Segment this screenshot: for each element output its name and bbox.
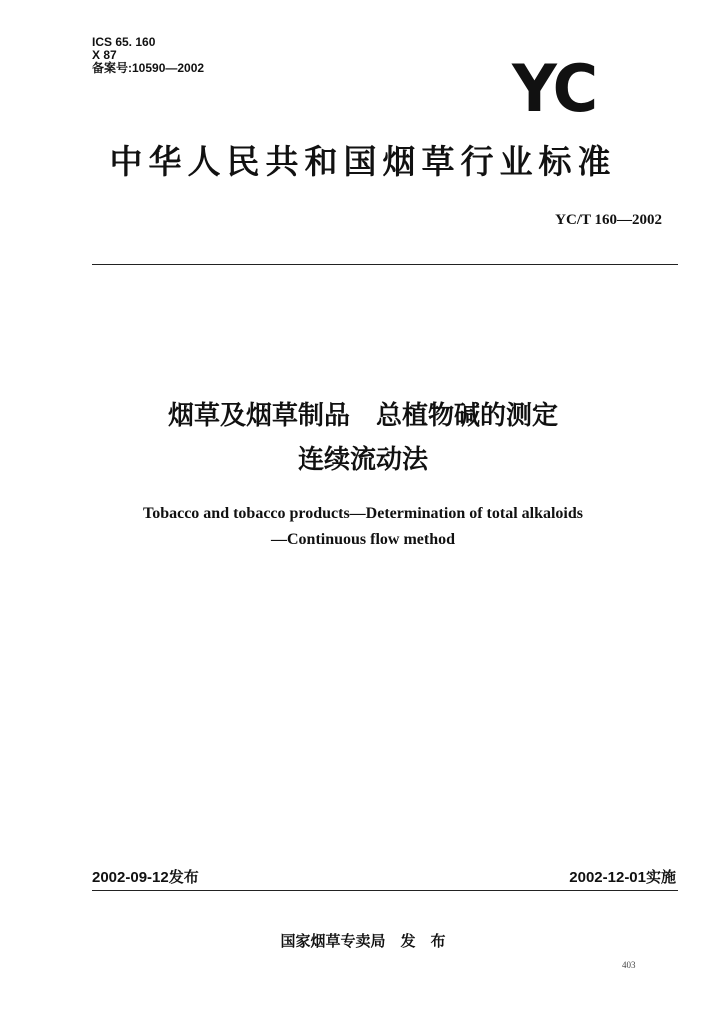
title-english-line-2: —Continuous flow method	[270, 531, 456, 548]
header-divider	[92, 264, 678, 265]
yc-logo: YC	[512, 50, 597, 127]
title-chinese-line-1: 烟草及烟草制品 总植物碱的测定	[167, 401, 558, 431]
classification-code: X 87	[92, 48, 117, 62]
standard-body-title: 中华人民共和国烟草行业标准	[109, 142, 617, 181]
implementation-date: 2002-12-01实施	[569, 869, 676, 886]
standard-code: YC/T 160—2002	[555, 212, 662, 228]
page-number: 403	[622, 960, 636, 970]
title-english-line-1: Tobacco and tobacco products—Determination of total alkaloids	[142, 505, 583, 522]
publisher: 国家烟草专卖局 发 布	[280, 932, 446, 950]
filing-number: 备案号:10590—2002	[92, 61, 205, 75]
footer-divider	[92, 890, 678, 891]
title-chinese-line-2: 连续流动法	[297, 445, 428, 475]
ics-code: ICS 65. 160	[92, 35, 156, 49]
issue-date: 2002-09-12发布	[92, 869, 199, 886]
